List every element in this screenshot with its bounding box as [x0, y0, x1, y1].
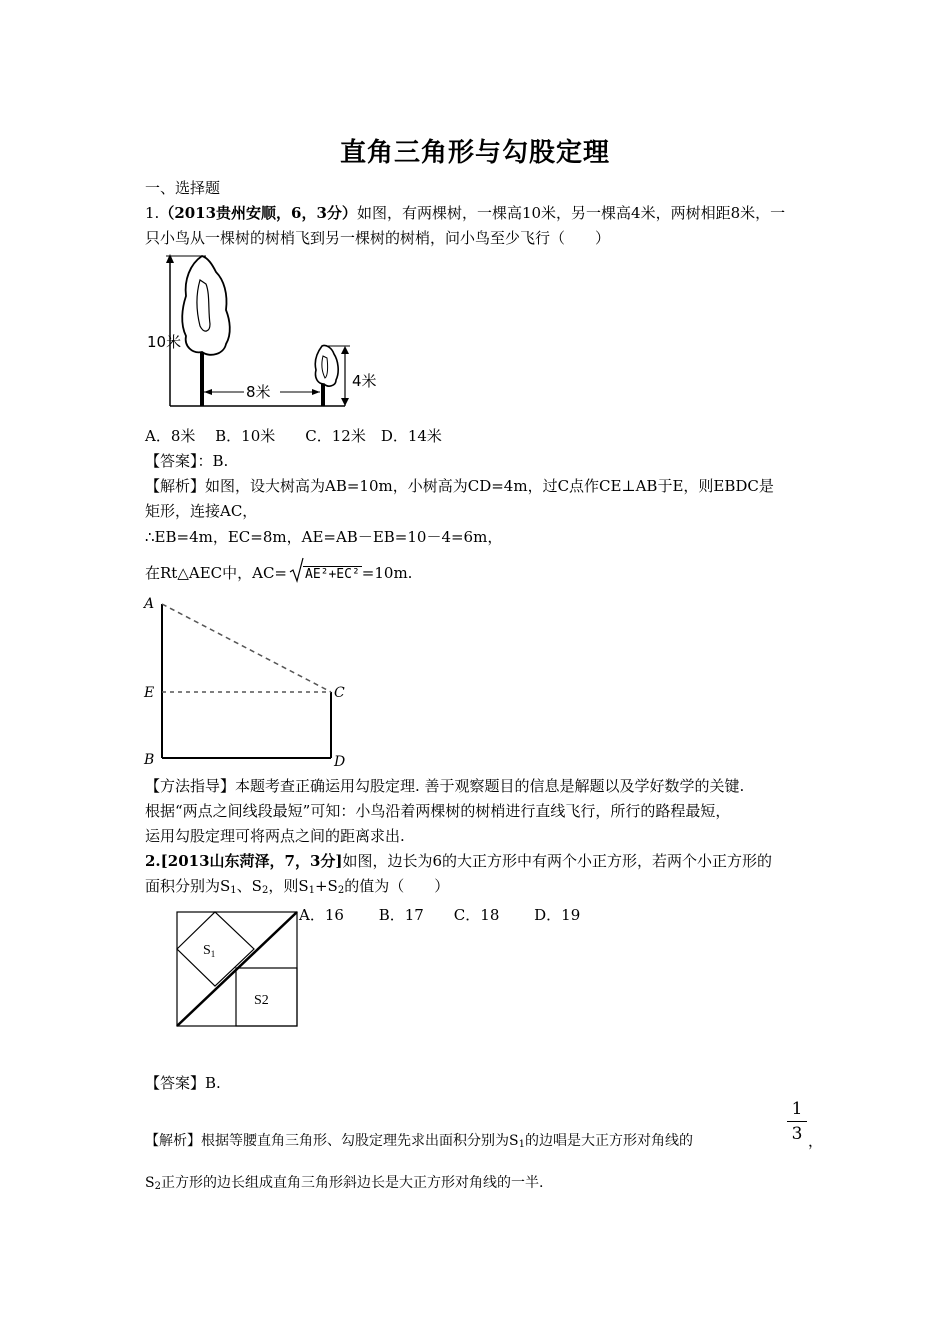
- q1-stem-text1: 如图，有两棵树，一棵高10米，另一棵高4米，两树相距8米，一: [356, 204, 786, 222]
- short-tree-label: 4米: [352, 372, 377, 390]
- q2-analysis-line2: $S_2$正方形的边长组成直角三角形斜边长是大正方形对角线的一半.: [145, 1175, 544, 1192]
- q1-number: 1.: [145, 204, 160, 222]
- q2-squares-figure: [176, 911, 300, 1029]
- q1-analysis-line4: 在Rt△AEC中，AC= AE²+EC² =10m.: [145, 563, 412, 585]
- q1-analysis-line3: ∴EB=4m，EC=8m，AE=AB－EB=10－4=6m，: [145, 528, 503, 546]
- q1-stem-line2: 只小鸟从一棵树的树梢飞到另一棵树的树梢，问小鸟至少飞行（ ）: [145, 229, 611, 247]
- segment-ac: [162, 604, 331, 692]
- point-e-label: E: [144, 685, 155, 701]
- fraction-denominator: 3: [791, 1124, 803, 1144]
- fraction-bar: [787, 1121, 807, 1122]
- tall-arrow-top: [166, 254, 174, 263]
- s1-label: $S_1$: [203, 943, 216, 959]
- tall-tree-label: 10米: [147, 333, 182, 351]
- q2-number: 2.: [145, 852, 161, 870]
- diagonal-line: [177, 912, 297, 1026]
- q1-method-line1: 【方法指导】本题考查正确运用勾股定理. 善于观察题目的信息是解题以及学好数学的关键.: [145, 777, 745, 795]
- q2-stem-line2: 面积分别为$S_1$、$S_2$，则$S_1+S_2$的值为（ ）: [145, 877, 450, 896]
- point-b-label: B: [144, 752, 155, 768]
- q1-method-line3: 运用勾股定理可将两点之间的距离求出.: [145, 827, 405, 845]
- point-a-label: A: [144, 596, 155, 612]
- q1-source: （2013贵州安顺，6，3分）: [159, 204, 357, 222]
- q2-source: [2013山东菏泽，7，3分]: [160, 852, 343, 870]
- fraction-one-third: [787, 1099, 807, 1144]
- s2-label: S2: [254, 993, 269, 1008]
- q1-tree-figure: [140, 250, 380, 415]
- q2-stem-line1: 2.[2013山东菏泽，7，3分]如图，边长为6的大正方形中有两个小正方形，若两个小正方形的: [145, 852, 773, 870]
- square-root-expression: AE²+EC²: [289, 563, 362, 585]
- q2-answer: 【答案】B.: [145, 1074, 221, 1092]
- q1-geometry-diagram: [140, 596, 360, 770]
- page-title: 直角三角形与勾股定理: [339, 138, 610, 168]
- q1-options: A．8米 B．10米 C．12米 D．14米: [145, 427, 442, 445]
- q1-analysis-line2: 矩形，连接AC，: [145, 502, 258, 520]
- q2-analysis-comma: ，: [808, 1132, 824, 1150]
- q1-answer: 【答案】：B.: [145, 452, 229, 470]
- q1-stem-line1: [145, 203, 785, 223]
- square-s1: [177, 912, 254, 986]
- section-heading: 一、选择题: [145, 179, 221, 197]
- point-c-label: C: [334, 685, 345, 701]
- tall-tree-crown: [182, 256, 230, 355]
- radical-sign-icon: [289, 557, 305, 585]
- short-tree-crown: [315, 345, 338, 386]
- q2-analysis-line1: 【解析】根据等腰直角三角形、勾股定理先求出面积分别为$S_1$的边唱是大正方形对角线的: [145, 1133, 693, 1150]
- fraction-numerator: 1: [791, 1099, 803, 1119]
- distance-label: 8米: [246, 383, 271, 401]
- point-d-label: D: [334, 754, 346, 770]
- q1-analysis-line1: 【解析】如图，设大树高为AB=10m，小树高为CD=4m，过C点作CE⊥AB于E，则EBDC是: [145, 477, 774, 495]
- q1-method-line2: 根据“两点之间线段最短”可知：小鸟沿着两棵树的树梢进行直线飞行，所行的路程最短，: [145, 802, 731, 820]
- q2-options: A．16 B．17 C．18 D．19: [299, 906, 581, 924]
